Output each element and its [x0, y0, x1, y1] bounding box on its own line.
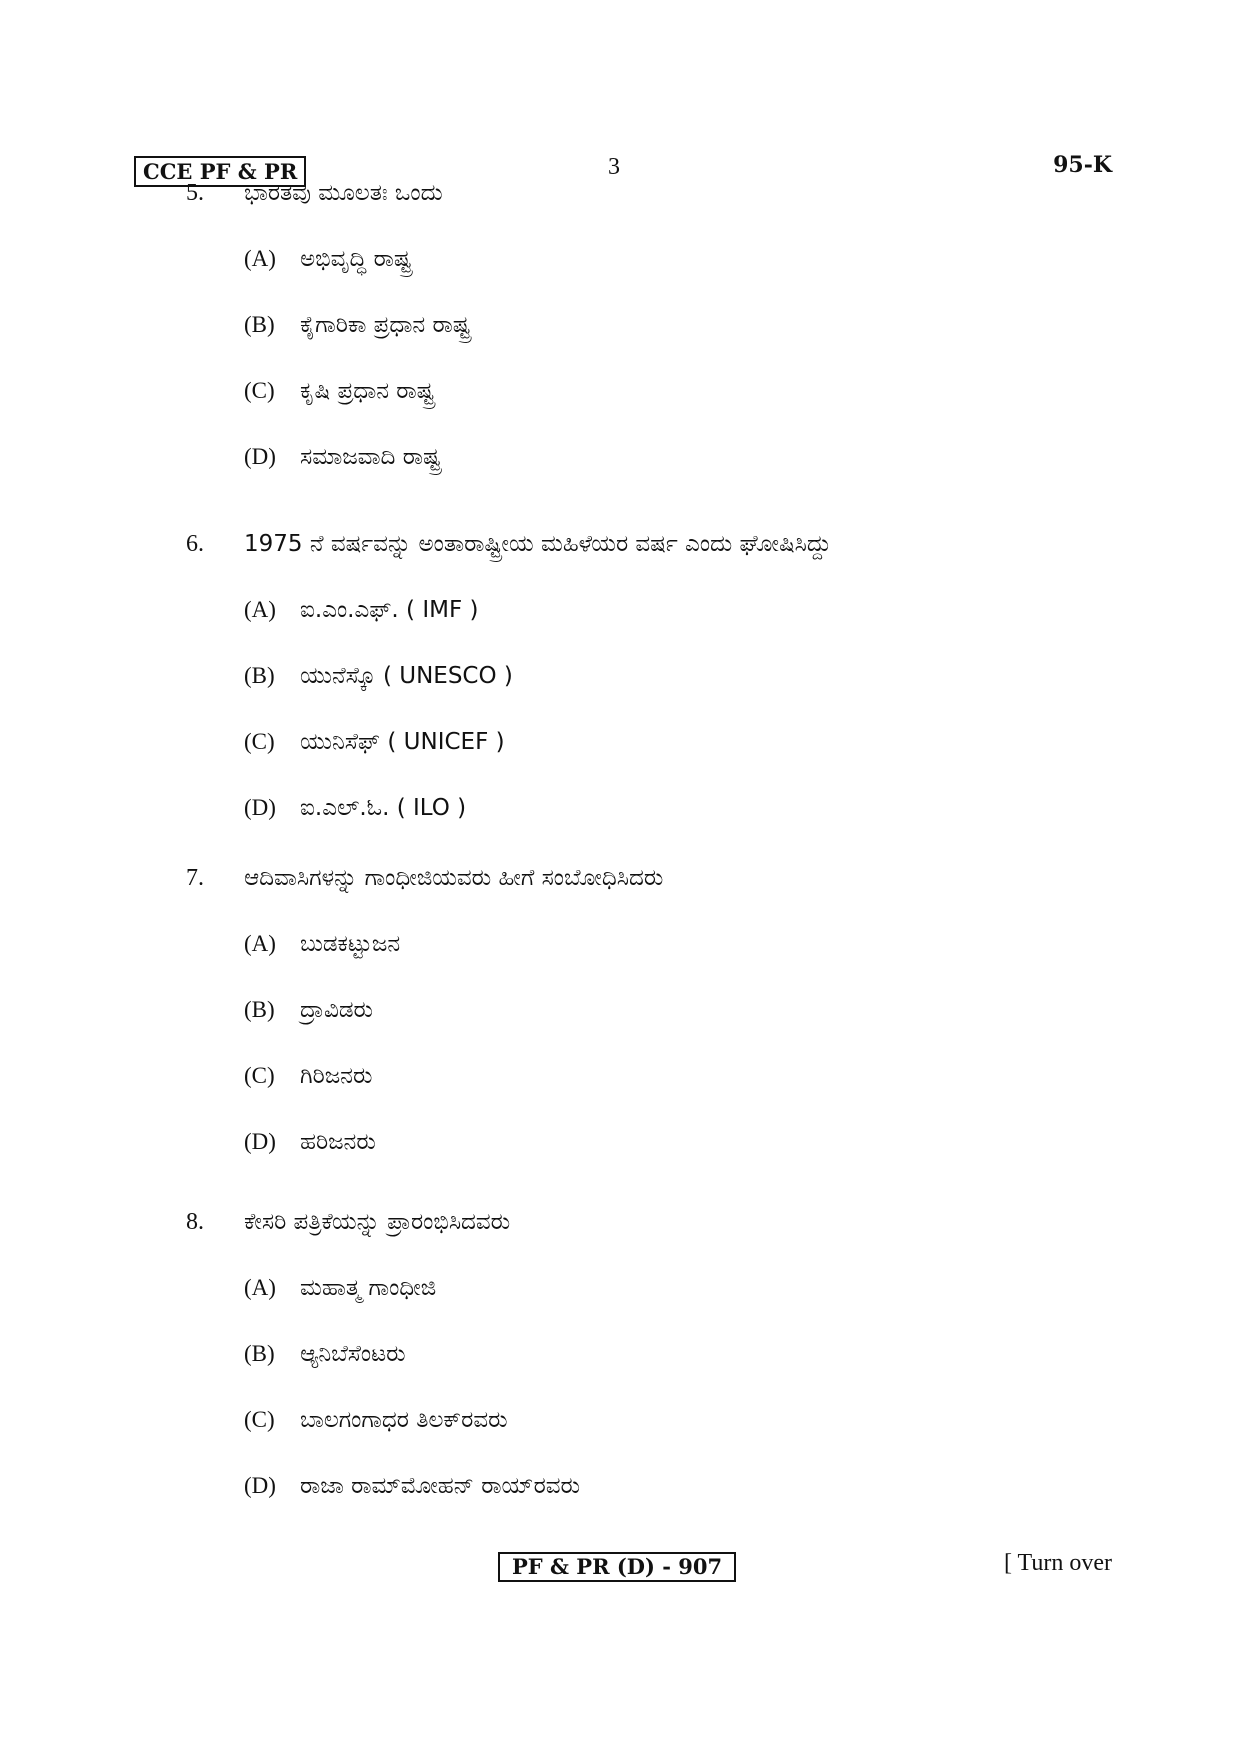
header-paper-code-box: CCE PF & PR: [134, 156, 306, 187]
option-text: ಬುಡಕಟ್ಟುಜನ: [300, 931, 401, 957]
option-7b: [0, 993, 1238, 1027]
question-5: [0, 176, 1238, 474]
option-label: (D): [244, 1473, 276, 1498]
option-label: (D): [244, 1129, 276, 1154]
option-5d: [0, 440, 1238, 474]
option-text: ಗಿರಿಜನರು: [300, 1063, 373, 1089]
option-label: (B): [244, 312, 275, 337]
option-text: ದ್ರಾವಿಡರು: [300, 997, 373, 1023]
question-text: ಭಾರತವು ಮೂಲತಃ ಒಂದು: [244, 180, 443, 206]
option-label: (A): [244, 597, 276, 622]
option-5a: [0, 242, 1238, 276]
option-label: (C): [244, 378, 275, 403]
option-text: ಐ.ಎಲ್.ಓ. ( ILO ): [300, 795, 467, 821]
option-text: ರಾಜಾ ರಾಮ್‌ಮೋಹನ್ ರಾಯ್‌ರವರು: [300, 1473, 581, 1499]
option-8c: [0, 1403, 1238, 1437]
option-6a: [0, 593, 1238, 627]
option-text: ಕೃಷಿ ಪ್ರಧಾನ ರಾಷ್ಟ್ರ: [300, 378, 435, 404]
question-text: ಆದಿವಾಸಿಗಳನ್ನು ಗಾಂಧೀಜಿಯವರು ಹೀಗೆ ಸಂಬೋಧಿಸಿದರು: [244, 865, 664, 891]
option-5b: [0, 308, 1238, 342]
option-8d: [0, 1469, 1238, 1503]
question-7: [0, 861, 1238, 1159]
option-label: (A): [244, 1275, 276, 1300]
option-8a: [0, 1271, 1238, 1305]
question-number: 6.: [186, 531, 204, 557]
option-text: ಮಹಾತ್ಮ ಗಾಂಧೀಜಿ: [300, 1275, 437, 1301]
option-text: ಯುನೆಸ್ಕೊ ( UNESCO ): [300, 663, 513, 689]
option-label: (C): [244, 729, 275, 754]
question-number: 8.: [186, 1209, 204, 1235]
option-6c: [0, 725, 1238, 759]
option-text: ಯುನಿಸೆಫ್ ( UNICEF ): [300, 729, 505, 755]
option-text: ಸಮಾಜವಾದಿ ರಾಷ್ಟ್ರ: [300, 444, 441, 470]
option-6d: [0, 791, 1238, 825]
option-text: ಅಭಿವೃದ್ಧಿ ರಾಷ್ಟ್ರ: [300, 246, 412, 272]
page-number: 3: [608, 154, 620, 180]
option-5c: [0, 374, 1238, 408]
option-text: ಕೈಗಾರಿಕಾ ಪ್ರಧಾನ ರಾಷ್ಟ್ರ: [300, 312, 471, 338]
option-text: ಬಾಲಗಂಗಾಧರ ತಿಲಕ್‌ರವರು: [300, 1407, 508, 1433]
option-7d: [0, 1125, 1238, 1159]
option-label: (B): [244, 663, 275, 688]
option-label: (C): [244, 1407, 275, 1432]
option-8b: [0, 1337, 1238, 1371]
option-label: (D): [244, 795, 276, 820]
question-text: ಕೇಸರಿ ಪತ್ರಿಕೆಯನ್ನು ಪ್ರಾರಂಭಿಸಿದವರು: [244, 1209, 511, 1235]
option-text: ಹರಿಜನರು: [300, 1129, 376, 1155]
question-number: 5.: [186, 180, 204, 206]
question-8: [0, 1205, 1238, 1503]
option-label: (C): [244, 1063, 275, 1088]
option-text: ಐ.ಎಂ.ಎಫ್. ( IMF ): [300, 597, 479, 623]
option-label: (A): [244, 931, 276, 956]
option-7a: [0, 927, 1238, 961]
option-label: (A): [244, 246, 276, 271]
option-6b: [0, 659, 1238, 693]
option-label: (B): [244, 1341, 275, 1366]
question-number: 7.: [186, 865, 204, 891]
footer-code-box: PF & PR (D) - 907: [498, 1552, 736, 1582]
option-text: ಆ್ಯನಿಬೆಸೆಂಟರು: [300, 1341, 406, 1367]
option-7c: [0, 1059, 1238, 1093]
question-6: [0, 527, 1238, 825]
turn-over-note: [ Turn over: [1003, 1550, 1112, 1576]
option-label: (B): [244, 997, 275, 1022]
option-label: (D): [244, 444, 276, 469]
paper-code: 95-K: [1053, 152, 1112, 178]
question-text: 1975 ನೆ ವರ್ಷವನ್ನು ಅಂತಾರಾಷ್ಟ್ರೀಯ ಮಹಿಳೆಯರ ವರ್ಷ ಎಂದು ಘೋಷಿಸಿದ್ದು: [244, 531, 832, 557]
